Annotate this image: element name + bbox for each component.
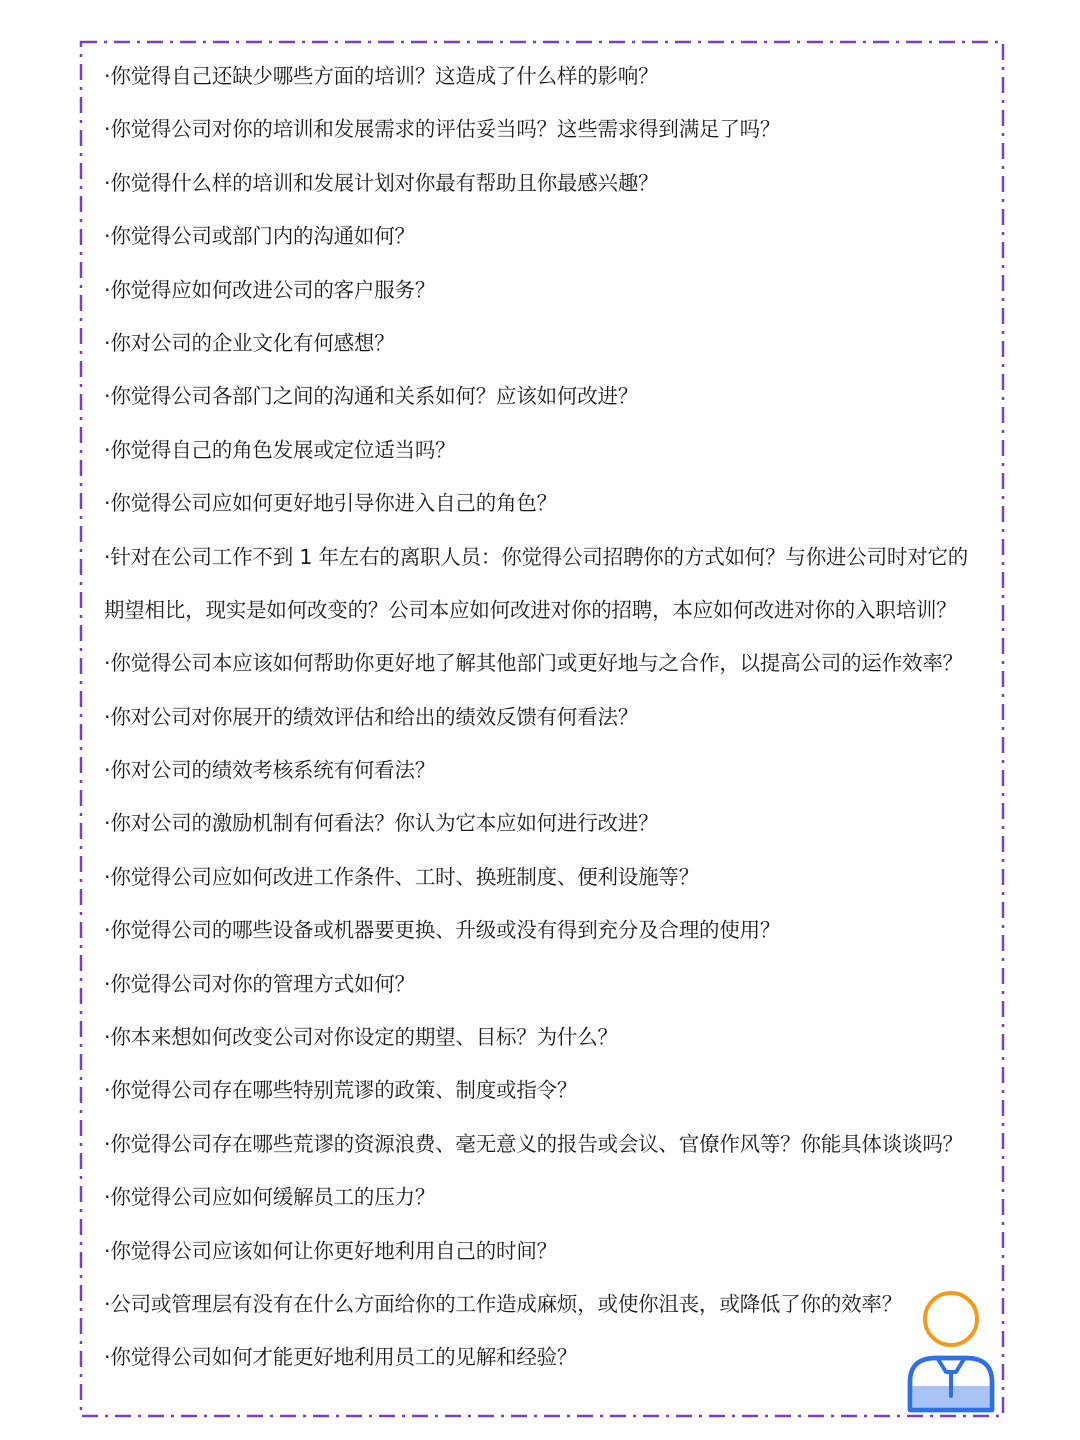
- question-line: ·你觉得公司如何才能更好地利用员工的见解和经验？: [104, 1345, 578, 1370]
- question-line: ·你对公司的激励机制有何看法？你认为它本应如何进行改进？: [104, 811, 659, 836]
- question-line: ·你对公司的企业文化有何感想？: [104, 330, 395, 355]
- question-line: ·你觉得公司应如何缓解员工的压力？: [104, 1185, 436, 1210]
- question-line: ·你觉得公司本应该如何帮助你更好地了解其他部门或更好地与之合作，以提高公司的运作效率？: [104, 651, 963, 676]
- question-line: ·你觉得公司或部门内的沟通如何？: [104, 224, 415, 249]
- question-line: ·你觉得公司对你的管理方式如何？: [104, 971, 415, 996]
- question-line: ·你觉得公司对你的培训和发展需求的评估妥当吗？这些需求得到满足了吗？: [104, 117, 781, 142]
- question-line: ·你觉得公司应该如何让你更好地利用自己的时间？: [104, 1238, 557, 1263]
- question-line: ·公司或管理层有没有在什么方面给你的工作造成麻烦，或使你沮丧，或降低了你的效率？: [104, 1291, 903, 1316]
- question-line: ·你对公司的绩效考核系统有何看法？: [104, 758, 436, 783]
- question-line: ·你觉得应如何改进公司的客户服务？: [104, 277, 436, 302]
- question-line: 期望相比，现实是如何改变的？公司本应如何改进对你的招聘，本应如何改进对你的入职培训？: [104, 597, 957, 622]
- question-line: ·你觉得公司存在哪些特别荒谬的政策、制度或指令？: [104, 1078, 578, 1103]
- question-line: ·你觉得自己还缺少哪些方面的培训？这造成了什么样的影响？: [104, 64, 659, 88]
- question-line: ·你觉得公司应如何更好地引导你进入自己的角色？: [104, 491, 557, 516]
- question-line: ·你觉得自己的角色发展或定位适当吗？: [104, 437, 456, 462]
- question-list: [104, 50, 984, 1385]
- question-line: ·你觉得公司应如何改进工作条件、工时、换班制度、便利设施等？: [104, 864, 700, 889]
- question-line: ·你觉得公司存在哪些荒谬的资源浪费、毫无意义的报告或会议、官僚作风等？你能具体谈谈吗？: [104, 1131, 963, 1156]
- person-icon: [898, 1286, 1004, 1418]
- question-line: ·你觉得公司各部门之间的沟通和关系如何？应该如何改进？: [104, 384, 639, 409]
- mascot-head: [925, 1293, 977, 1345]
- question-line: ·你觉得公司的哪些设备或机器要更换、升级或没有得到充分及合理的使用？: [104, 918, 781, 943]
- question-line: ·你觉得什么样的培训和发展计划对你最有帮助且你最感兴趣？: [104, 170, 659, 195]
- question-line: ·你对公司对你展开的绩效评估和给出的绩效反馈有何看法？: [104, 704, 639, 729]
- question-line: ·针对在公司工作不到 1 年左右的离职人员：你觉得公司招聘你的方式如何？与你进公司时对它的: [104, 544, 969, 569]
- question-line: ·你本来想如何改变公司对你设定的期望、目标？为什么？: [104, 1025, 618, 1050]
